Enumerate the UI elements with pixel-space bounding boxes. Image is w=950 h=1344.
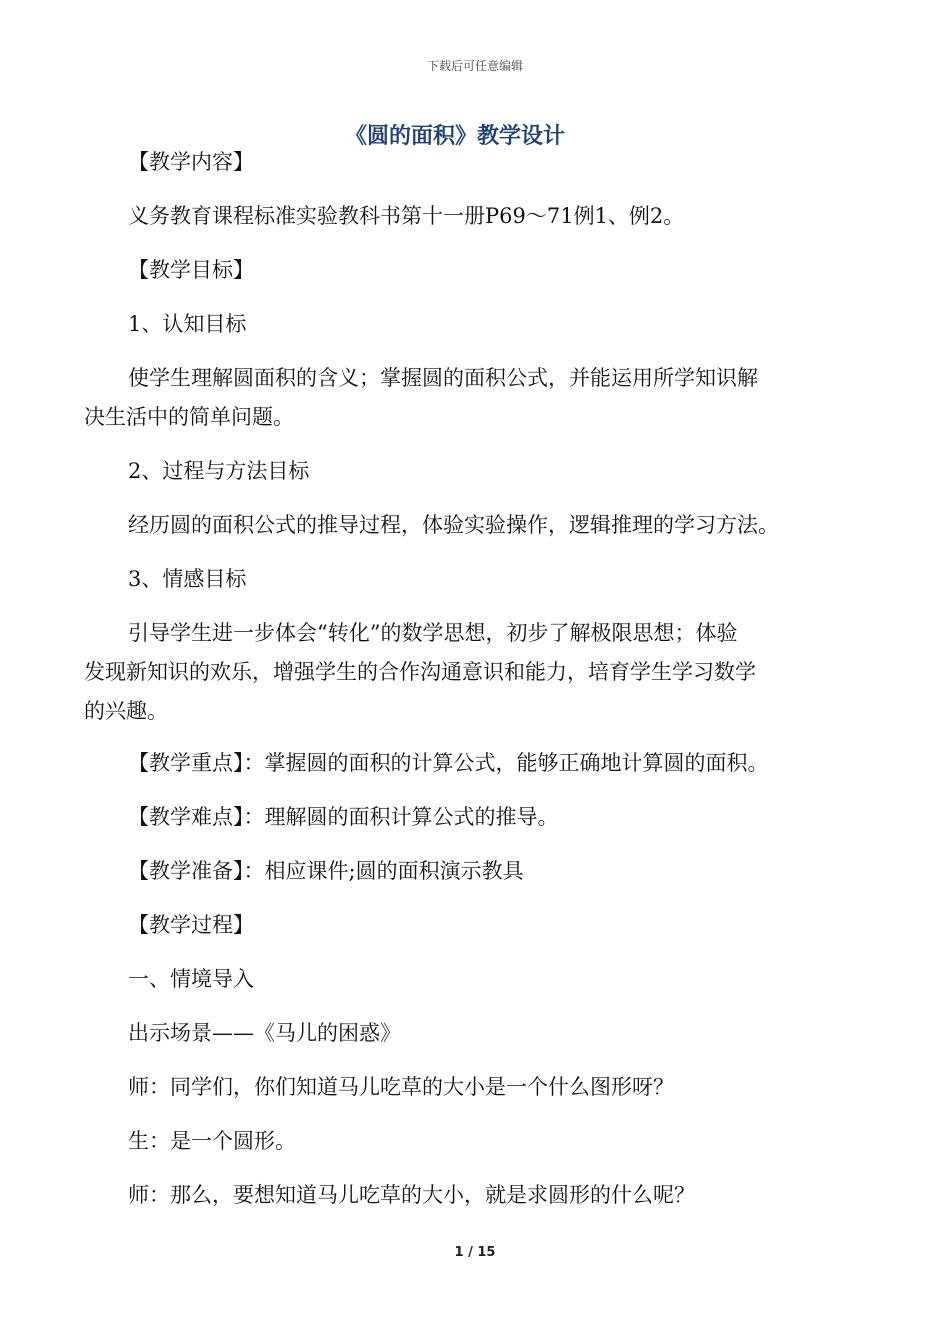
paragraph-emotion-cont-1: 发现新知识的欢乐，增强学生的合作沟通意识和能力，培育学生学习数学 (84, 660, 756, 684)
header-note: 下载后可任意编辑 (426, 59, 523, 73)
dialogue-student-1: 生：是一个圆形。 (128, 1129, 296, 1153)
document-title: 《圆的面积》教学设计 (344, 124, 565, 149)
section-heading-objectives: 【教学目标】 (128, 258, 254, 282)
preparation: 【教学准备】：相应课件;圆的面积演示教具 (128, 859, 524, 883)
key-point: 【教学重点】：掌握圆的面积的计算公式，能够正确地计算圆的面积。 (128, 751, 769, 775)
dialogue-teacher-1: 师：同学们，你们知道马儿吃草的大小是一个什么图形呀？ (128, 1075, 674, 1099)
paragraph-process: 经历圆的面积公式的推导过程，体验实验操作，逻辑推理的学习方法。 (128, 513, 779, 537)
section-heading-content: 【教学内容】 (128, 150, 254, 174)
difficult-point: 【教学难点】：理解圆的面积计算公式的推导。 (128, 805, 559, 829)
paragraph-scene: 出示场景——《马儿的困惑》 (128, 1021, 401, 1045)
paragraph-content: 义务教育课程标准实验教科书第十一册P69～71例1、例2。 (128, 204, 685, 228)
subheading-process: 2、过程与方法目标 (128, 459, 310, 483)
paragraph-emotion-cont-2: 的兴趣。 (84, 699, 168, 723)
paragraph-cognitive-cont: 决生活中的简单问题。 (84, 405, 294, 429)
subheading-emotion: 3、情感目标 (128, 567, 247, 591)
dialogue-teacher-2: 师：那么，要想知道马儿吃草的大小，就是求圆形的什么呢？ (128, 1183, 695, 1207)
page-number: 1 / 15 (454, 1245, 496, 1260)
paragraph-emotion: 引导学生进一步体会“转化”的数学思想，初步了解极限思想；体验 (128, 621, 738, 645)
paragraph-cognitive: 使学生理解圆面积的含义；掌握圆的面积公式，并能运用所学知识解 (128, 366, 758, 390)
subheading-intro: 一、情境导入 (128, 967, 254, 991)
section-heading-process: 【教学过程】 (128, 913, 254, 937)
subheading-cognitive: 1、认知目标 (128, 312, 247, 336)
